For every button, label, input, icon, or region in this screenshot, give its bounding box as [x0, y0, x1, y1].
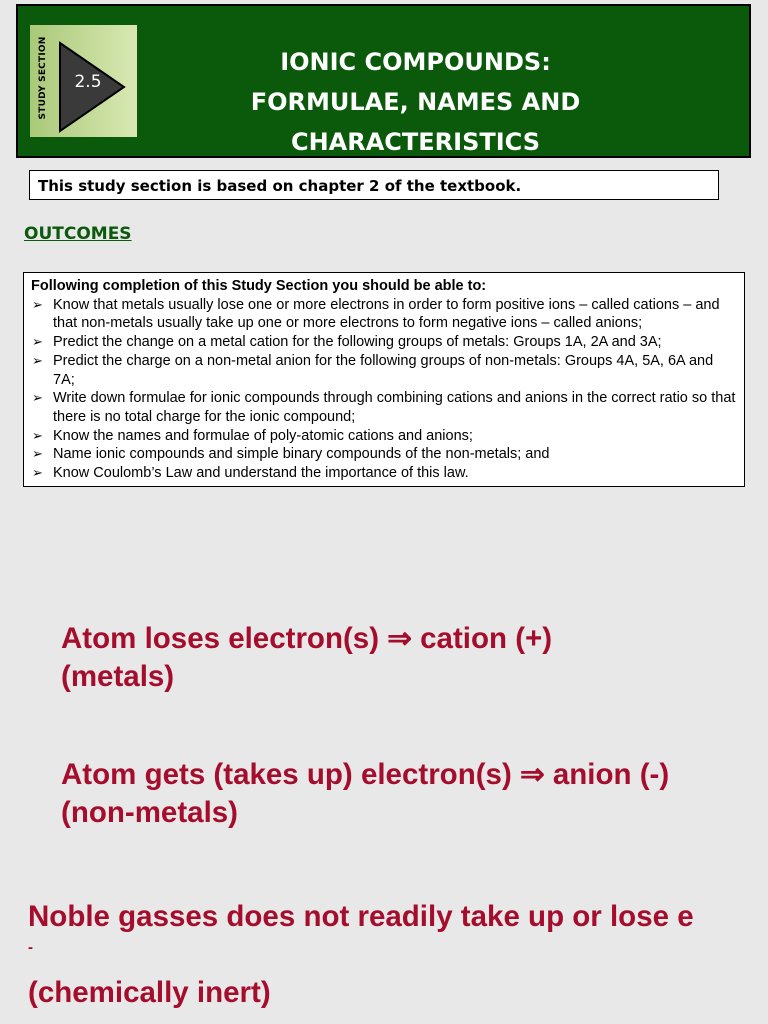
arrowhead-bullet-icon: ➢ [32, 334, 43, 350]
list-item: ➢ Know that metals usually lose one or more electrons in order to form positive ions – called cations – and that non-metals usually take up one or more electrons to form negative ions – called anions; [32, 296, 720, 332]
outcomes-intro: Following completion of this Study Section you should be able to: [31, 278, 487, 294]
electron-charge-superscript: - [28, 939, 33, 956]
statement-line: Atom gets (takes up) electron(s) ⇒ anion (-) [61, 758, 670, 791]
outcomes-heading: OUTCOMES [24, 224, 132, 244]
section-number: 2.5 [74, 72, 102, 92]
outcomes-box [23, 272, 745, 487]
list-item: ➢ Know Coulomb’s Law and understand the importance of this law. [32, 465, 469, 482]
anion-statement [61, 756, 669, 832]
statement-line: Atom loses electron(s) ⇒ cation (+) [61, 622, 553, 655]
title-line: CHARACTERISTICS [290, 128, 541, 156]
study-section-label: STUDY SECTION [38, 36, 48, 120]
list-item: ➢ Write down formulae for ionic compounds through combining cations and anions in the correct ratio so that there is no total charge for the ionic compound; [32, 390, 736, 425]
statement-line: (metals) [61, 660, 175, 693]
header-banner [16, 4, 751, 158]
list-item: ➢ Predict the charge on a non-metal anion for the following groups of non-metals: Groups 4A, 5A, 6A and 7A; [32, 352, 714, 388]
arrowhead-bullet-icon: ➢ [32, 465, 43, 481]
list-item: ➢ Name ionic compounds and simple binary compounds of the non-metals; and [32, 446, 550, 463]
arrowhead-bullet-icon: ➢ [32, 352, 43, 368]
list-item: ➢ Predict the change on a metal cation for the following groups of metals: Groups 1A, 2A and 3A; [32, 334, 662, 351]
arrowhead-bullet-icon: ➢ [32, 446, 43, 462]
noble-gas-statement [28, 898, 694, 1012]
title-line: FORMULAE, NAMES AND [250, 88, 581, 116]
arrowhead-bullet-icon: ➢ [32, 296, 43, 312]
list-item: ➢ Know the names and formulae of poly-atomic cations and anions; [32, 427, 473, 444]
outcomes-list [31, 296, 736, 483]
textbook-basis-note: This study section is based on chapter 2 of the textbook. [29, 170, 719, 200]
arrowhead-bullet-icon: ➢ [32, 427, 43, 443]
page-title [188, 42, 643, 162]
study-section-badge [30, 25, 137, 137]
statement-line: Noble gasses does not readily take up or lose e - [28, 900, 694, 956]
statement-line: (non-metals) [61, 796, 238, 829]
cation-statement [61, 620, 552, 696]
arrowhead-bullet-icon: ➢ [32, 390, 43, 406]
title-line: IONIC COMPOUNDS: [280, 48, 551, 76]
statement-line: (chemically inert) [28, 976, 271, 1009]
